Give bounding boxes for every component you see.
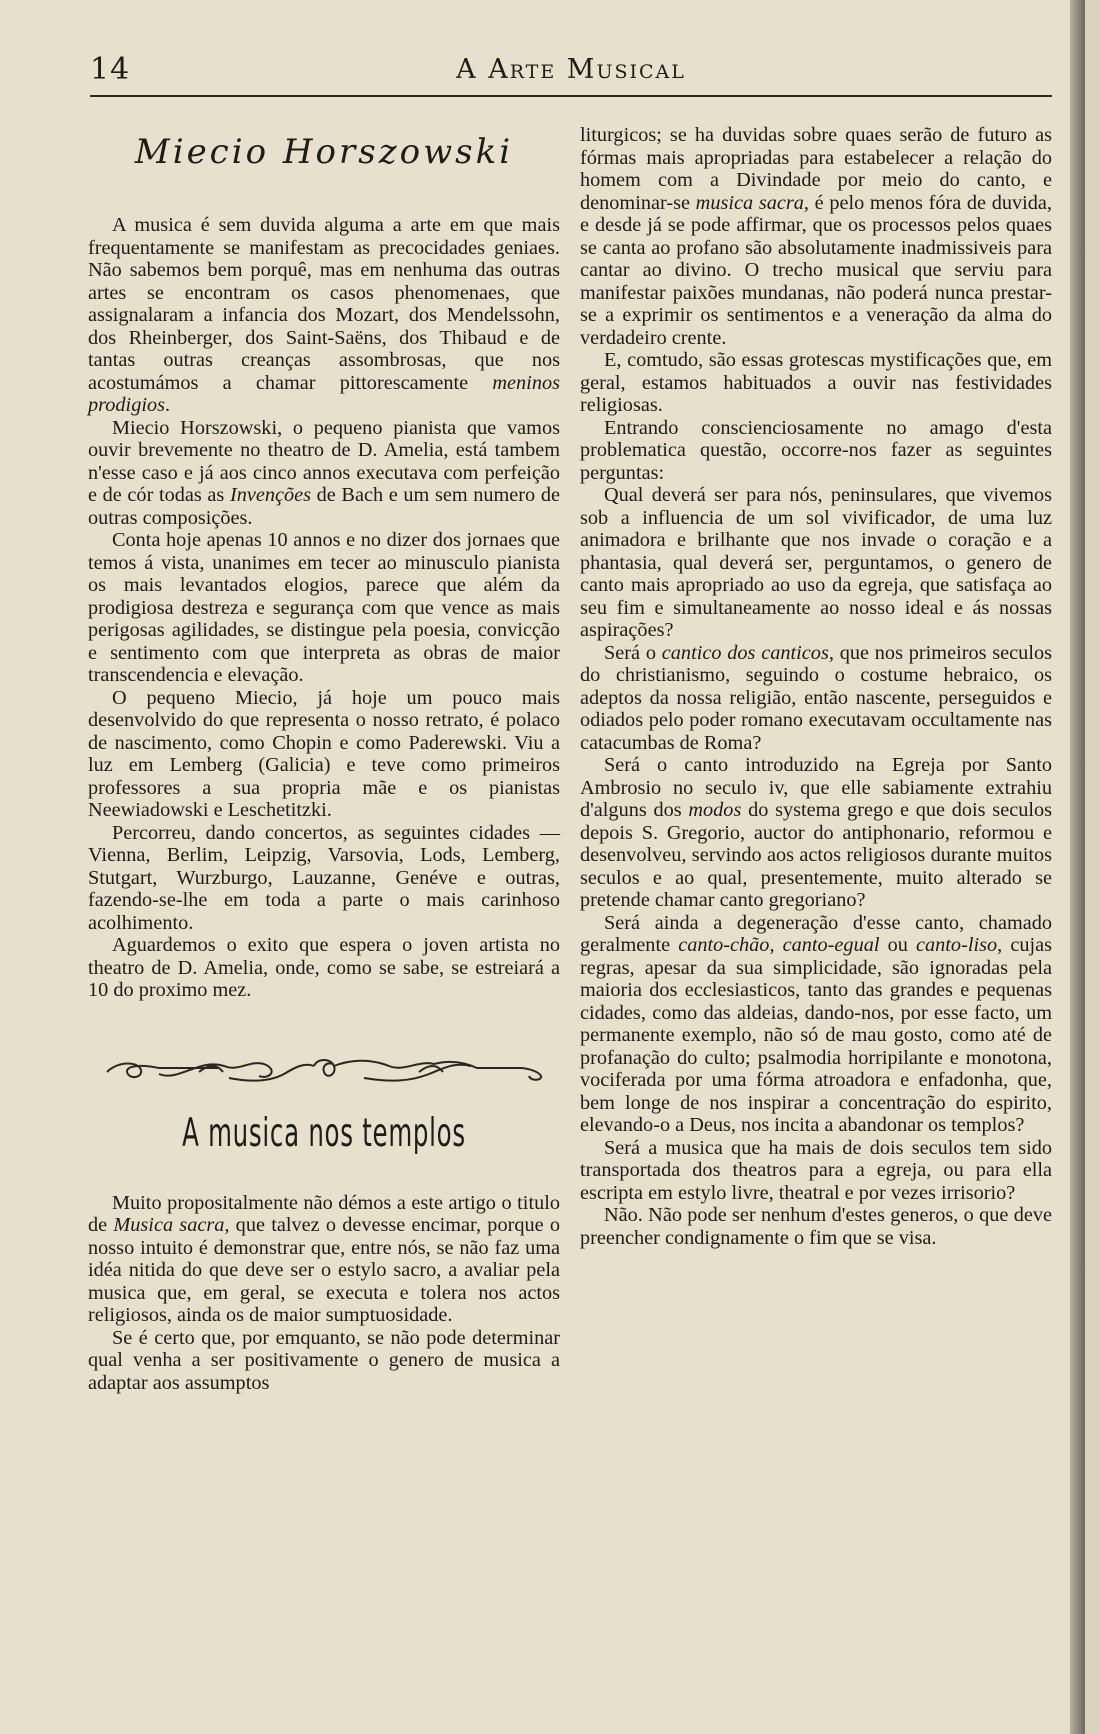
running-head [90, 52, 1052, 92]
page-number: 14 [90, 52, 131, 87]
article-horszowski-body [88, 214, 560, 1002]
paragraph: Percorreu, dando concertos, as seguintes cidades — Vienna, Berlim, Leipzig, Varsovia, Lods, Lemberg, Stutgart, Wurzburgo, Lauzanne, Genéve e outras, fazendo-se-lhe em toda a parte o mais carinhoso acolhimento. [88, 821, 560, 934]
paragraph: Entrando conscienciosamente no amago d'esta problematica questão, occorre-nos fazer as seguintes perguntas: [580, 416, 1052, 484]
right-column [580, 124, 1052, 1249]
paragraph: Será o canto introduzido na Egreja por Santo Ambrosio no seculo iv, que elle sabiamente extrahiu d'alguns dos modos do systema grego e que dois seculos depois S. Gregorio, auctor do antiphonario, reformou e desenvolveu, servindo aos actos religiosos durante muitos seculos e ao qual, presentemente, muito alterado se pretende chamar canto gregoriano? [580, 754, 1053, 911]
article-templos-body-right [580, 124, 1052, 1249]
paragraph: Será ainda a degeneração d'esse canto, chamado geralmente canto-chão, canto-egual ou canto-liso, cujas regras, apesar da sua simplicidade, são ignoradas pela maioria dos ecclesiasticos, tanto das grandes e pequenas cidades, como das aldeias, dando-nos, por esse facto, um permanente exemplo, não só de mau gosto, como até de profanação do culto; psalmodia horripilante e monotona, vociferada por uma fórma atroadora e enfadonha, que, bem longe de nos inspirar a concentração do espirito, elevando-o a Deus, nos incita a abandonar os templos? [580, 911, 1052, 1136]
article-templos-body-left [88, 1192, 560, 1395]
paragraph: O pequeno Miecio, já hoje um pouco mais desenvolvido do que representa o nosso retrato, é polaco de nascimento, como Chopin e como Paderewski. Viu a luz em Lemberg (Galicia) e teve como primeiros professores a sua propria mãe e os pianistas Neewiadowski e Leschetitzki. [88, 686, 560, 821]
paragraph: E, comtudo, são essas grotescas mystificações que, em geral, estamos habituados a ouvir nas festividades religiosas. [580, 349, 1052, 416]
page-edge-shadow [1070, 0, 1085, 1734]
header-rule [90, 95, 1052, 97]
article-title-horszowski: Miecio Horszowski [134, 132, 514, 172]
article-title-musica-templos: A musica nos templos [182, 1109, 466, 1156]
paragraph: Será o cantico dos canticos, que nos primeiros seculos do christianismo, seguindo o costume hebraico, os adeptos da nossa religião, então nascente, perseguidos e odiados pelo poder romano executavam occultamente nas catacumbas de Roma? [580, 641, 1052, 754]
publication-title: A Arte Musical [456, 54, 686, 85]
left-column [88, 118, 560, 1394]
paragraph: liturgicos; se ha duvidas sobre quaes serão de futuro as fórmas mais apropriadas para estabelecer a relação do homem com a Divindade por meio do canto, e denominar-se musica sacra, é pelo menos fóra de duvida, e desde já se pode affirmar, que os processos pelos quaes se canta ao profano são absolutamente inadmissiveis para cantar ao divino. O trecho musical que serviu para manifestar paixões mundanas, não poderá nunca prestar-se a exprimir os sentimentos e a veneração da alma do verdadeiro crente. [580, 124, 1052, 349]
paragraph: Muito propositalmente não démos a este artigo o titulo de Musica sacra, que talvez o devesse encimar, porque o nosso intuito é demonstrar que, entre nós, se não faz uma idéa nitida do que deve ser o estylo sacro, a avaliar pela musica que, em geral, se executa e tolera nos actos religiosos, ainda os de maior sumptuosidade. [88, 1191, 560, 1326]
paragraph: Não. Não pode ser nenhum d'estes generos, o que deve preencher condignamente o fim que se visa. [580, 1204, 1052, 1249]
paragraph: Qual deverá ser para nós, peninsulares, que vivemos sob a influencia de um sol vivificador, de uma luz animadora e brilhante que nos invade o coração e a phantasia, qual deverá ser, perguntamos, o genero de canto mais apropriado ao uso da egreja, que satisfaça ao seu fim e simultaneamente ao nosso ideal e ás nossas aspirações? [580, 484, 1052, 641]
paragraph: Miecio Horszowski, o pequeno pianista que vamos ouvir brevemente no theatro de D. Amelia, está tambem n'esse caso e já aos cinco annos executava com perfeição e de cór todas as Invenções de Bach e um sem numero de outras composições. [88, 416, 560, 529]
ornament-divider [88, 1052, 560, 1086]
paragraph: Se é certo que, por emquanto, se não pode determinar qual venha a ser positivamente o genero de musica a adaptar aos assumptos [88, 1326, 560, 1394]
paragraph: Será a musica que ha mais de dois seculos tem sido transportada dos theatros para a egreja, ou para ella escripta em estylo livre, theatral e por vezes irrisorio? [580, 1136, 1052, 1204]
paragraph: Conta hoje apenas 10 annos e no dizer dos jornaes que temos á vista, unanimes em tecer ao minusculo pianista os mais levantados elogios, parece que além da prodigiosa destreza e segurança com que vence as mais perigosas agilidades, se distingue pela poesia, convicção e sentimento com que interpreta as obras de maior transcendencia e elevação. [88, 529, 560, 686]
scroll-ornament-icon [99, 1052, 549, 1086]
paragraph: A musica é sem duvida alguma a arte em que mais frequentamente se manifestam as precocidades geniaes. Não sabemos bem porquê, mas em nenhuma das outras artes se encontram os casos phenomenaes, que assignalaram a infancia dos Mozart, dos Mendelssohn, dos Rheinberger, dos Saint-Saëns, dos Thibaud e de tantas outras creanças assombrosas, que nos acostumámos a chamar pittorescamente meninos prodigios. [88, 214, 560, 416]
paragraph: Aguardemos o exito que espera o joven artista no theatro de D. Amelia, onde, como se sabe, se estreiará a 10 do proximo mez. [88, 934, 560, 1001]
